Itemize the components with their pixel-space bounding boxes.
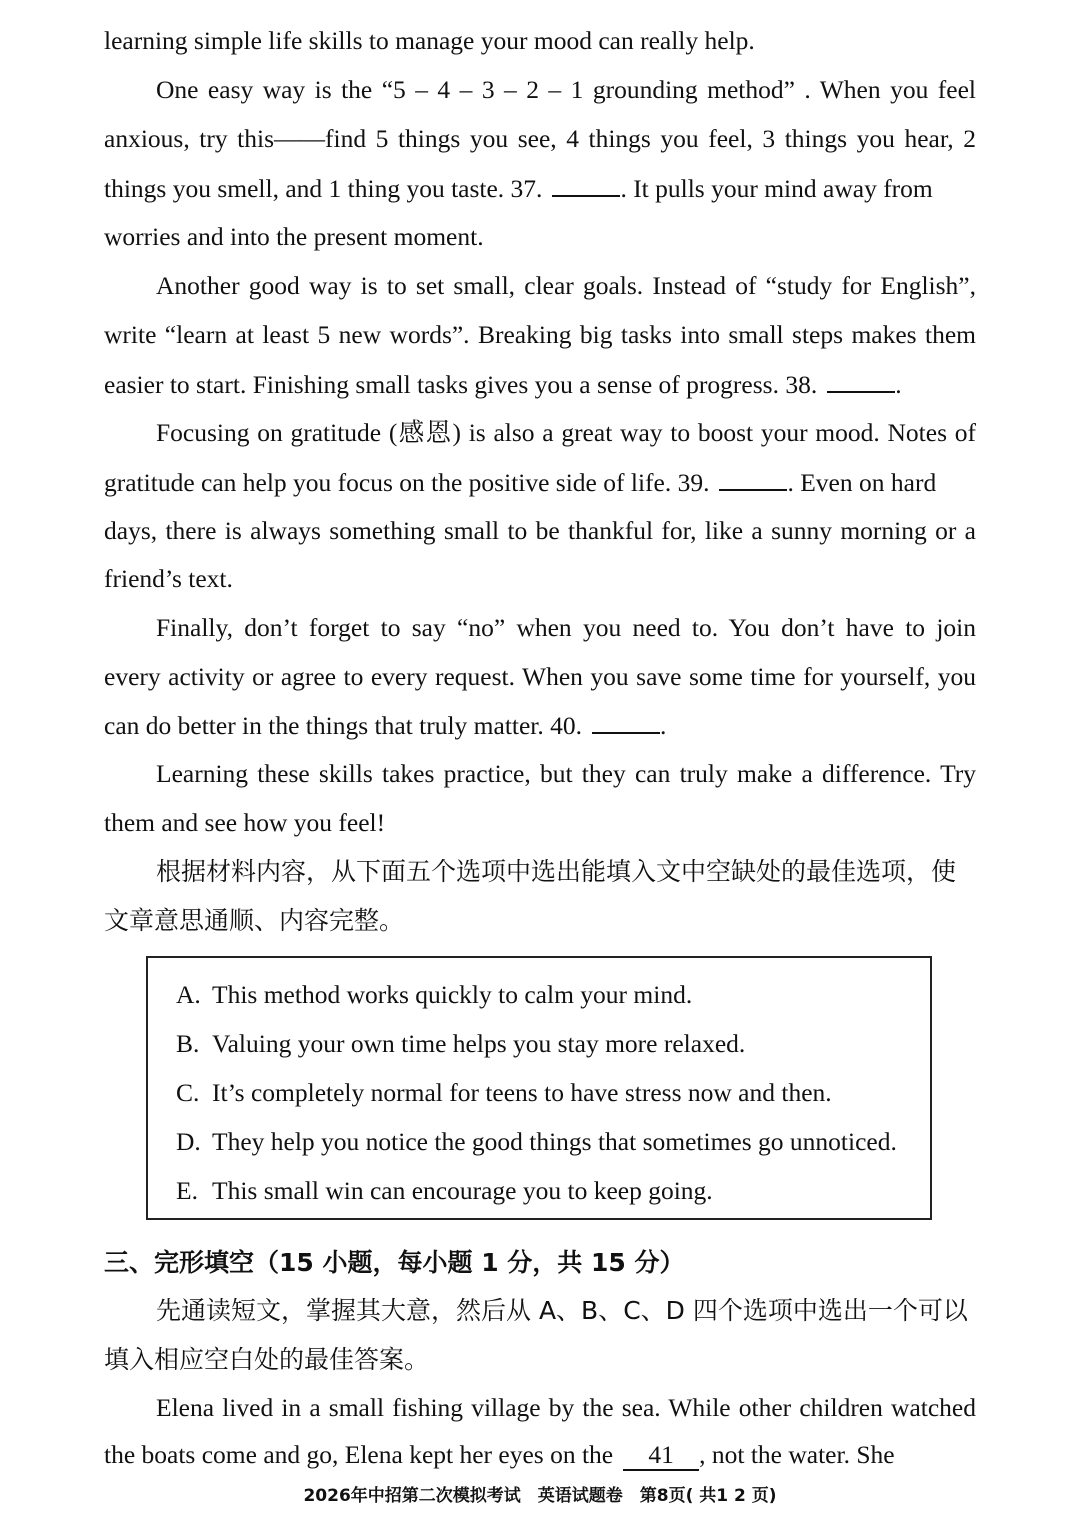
passage-line: Another good way is to set small, clear goals. Instead of “study for English”, xyxy=(156,271,976,300)
option-letter: D. xyxy=(176,1127,201,1156)
option-letter: B. xyxy=(176,1029,200,1058)
passage-line xyxy=(104,367,976,402)
instruction-line: 先通读短文，掌握其大意，然后从 A、B、C、D 四个选项中选出一个可以 xyxy=(156,1296,968,1325)
answer-blank-41[interactable]: 41 xyxy=(623,1441,699,1471)
passage-text: the boats come and go, Elena kept her eyes on the xyxy=(104,1440,614,1469)
option-text: This small win can encourage you to keep going. xyxy=(212,1176,713,1205)
passage-line: every activity or agree to every request. When you save some time for yourself, you xyxy=(104,662,976,691)
option-c xyxy=(176,1076,832,1110)
option-d xyxy=(176,1125,897,1159)
option-text: This method works quickly to calm your mind. xyxy=(212,980,693,1009)
passage-text: can do better in the things that truly matter. 40. xyxy=(104,711,583,740)
option-a xyxy=(176,978,692,1012)
passage-line: friend’s text. xyxy=(104,564,233,593)
option-e xyxy=(176,1174,713,1208)
option-letter: A. xyxy=(176,980,201,1009)
passage-line: days, there is always something small to be thankful for, like a sunny morning or a xyxy=(104,516,976,545)
passage-line: Elena lived in a small fishing village by the sea. While other children watched xyxy=(156,1393,976,1422)
options-box xyxy=(146,956,932,1220)
option-text: They help you notice the good things that sometimes go unnoticed. xyxy=(212,1127,897,1156)
passage-line: One easy way is the “5 – 4 – 3 – 2 – 1 grounding method” . When you feel xyxy=(156,75,976,104)
passage-text: . It pulls your mind away from xyxy=(620,174,933,203)
passage-line: write “learn at least 5 new words”. Breaking big tasks into small steps makes them xyxy=(104,320,976,349)
passage-line: Finally, don’t forget to say “no” when you need to. You don’t have to join xyxy=(156,613,976,642)
option-text: It’s completely normal for teens to have stress now and then. xyxy=(212,1078,832,1107)
answer-blank-37[interactable] xyxy=(552,171,620,197)
passage-line: anxious, try this——find 5 things you see, 4 things you feel, 3 things you hear, 2 xyxy=(104,124,976,153)
passage-text: things you smell, and 1 thing you taste. 37. xyxy=(104,174,543,203)
passage-line: worries and into the present moment. xyxy=(104,222,484,251)
option-letter: C. xyxy=(176,1078,200,1107)
passage-line: learning simple life skills to manage your mood can really help. xyxy=(104,26,755,55)
instruction-line: 填入相应空白处的最佳答案。 xyxy=(104,1345,430,1374)
passage-text: gratitude can help you focus on the positive side of life. 39. xyxy=(104,468,710,497)
option-text: Valuing your own time helps you stay more relaxed. xyxy=(212,1029,746,1058)
passage-line xyxy=(104,171,976,206)
option-letter: E. xyxy=(176,1176,198,1205)
page-footer: 2026年中招第二次模拟考试 英语试题卷 第8页( 共1 2 页) xyxy=(303,1486,777,1506)
passage-line: Learning these skills takes practice, but they can truly make a difference. Try xyxy=(156,759,976,788)
passage-line: Focusing on gratitude (感恩) is also a great way to boost your mood. Notes of xyxy=(156,418,976,447)
section-title: 三、完形填空（15 小题，每小题 1 分，共 15 分） xyxy=(104,1248,685,1277)
instruction-line: 根据材料内容，从下面五个选项中选出能填入文中空缺处的最佳选项，使 xyxy=(156,857,957,886)
passage-text: . Even on hard xyxy=(787,468,937,497)
passage-line xyxy=(104,1438,976,1472)
answer-blank-39[interactable] xyxy=(719,465,787,491)
instruction-line: 文章意思通顺、内容完整。 xyxy=(104,906,405,935)
passage-line: them and see how you feel! xyxy=(104,808,386,837)
passage-text: . xyxy=(660,711,667,740)
passage-text: easier to start. Finishing small tasks gives you a sense of progress. 38. xyxy=(104,370,818,399)
passage-line xyxy=(104,465,976,500)
passage-text: . xyxy=(895,370,902,399)
option-b xyxy=(176,1027,745,1061)
passage-line xyxy=(104,708,976,743)
answer-blank-38[interactable] xyxy=(827,367,895,393)
passage-text: , not the water. She xyxy=(699,1440,895,1469)
answer-blank-40[interactable] xyxy=(592,708,660,734)
